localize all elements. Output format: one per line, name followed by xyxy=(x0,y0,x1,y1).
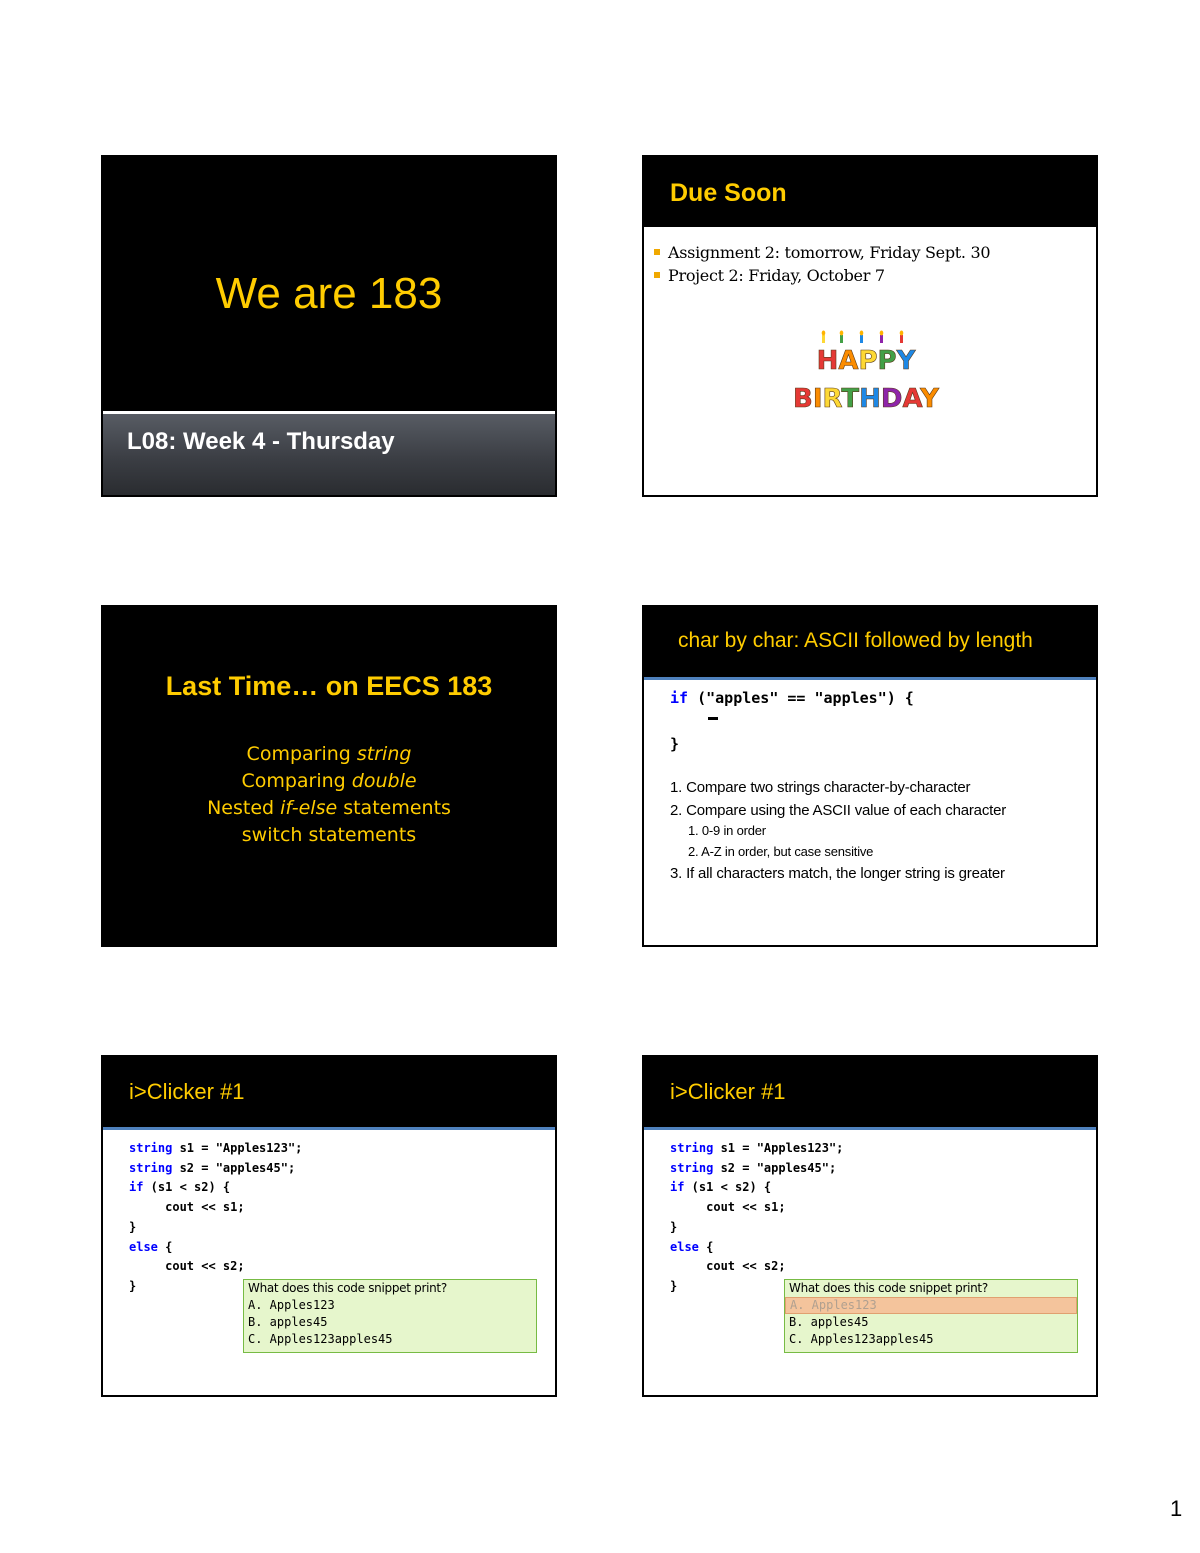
slide-clicker-answer xyxy=(642,1055,1098,1397)
code-line: } xyxy=(670,735,680,753)
divider xyxy=(644,677,1096,680)
code-block: string s1 = "Apples123"; string s2 = "apples45"; if (s1 < s2) { cout << s1; } else { cout << s2; } xyxy=(129,1141,303,1293)
answer-option: A. Apples123 xyxy=(248,1298,335,1312)
answer-option-eliminated: A. Apples123 xyxy=(785,1297,1077,1314)
list-subitem: 1. 0-9 in order xyxy=(688,823,766,838)
answer-option: B. apples45 xyxy=(248,1315,328,1329)
slide-due-soon xyxy=(642,155,1098,497)
slide-title xyxy=(101,155,557,497)
bullet-icon xyxy=(654,249,660,255)
question-box xyxy=(243,1279,537,1353)
slide-heading: Due Soon xyxy=(670,179,787,207)
slide-title-text: We are 183 xyxy=(215,269,443,318)
slide-clicker xyxy=(101,1055,557,1397)
slide-last-time xyxy=(101,605,557,947)
slide-header xyxy=(644,1057,1096,1127)
list-item: Nested if-else statements xyxy=(207,797,451,819)
list-item: Assignment 2: tomorrow, Friday Sept. 30 xyxy=(654,241,990,264)
list-item: 1. Compare two strings character-by-character xyxy=(670,779,971,796)
bullet-icon xyxy=(654,272,660,278)
slide-footer xyxy=(103,414,555,495)
page-number: 1 xyxy=(1170,1496,1183,1521)
list-item: Project 2: Friday, October 7 xyxy=(654,264,990,287)
code-line: if ("apples" == "apples") { xyxy=(670,689,914,707)
divider xyxy=(644,227,1096,230)
question-box xyxy=(784,1279,1078,1353)
answer-option: B. apples45 xyxy=(789,1315,869,1329)
question-text: What does this code snippet print? xyxy=(789,1281,988,1295)
happy-birthday-image xyxy=(793,331,939,419)
svg-text:BIRTHDAY: BIRTHDAY xyxy=(793,384,939,414)
code-block: string s1 = "Apples123"; string s2 = "apples45"; if (s1 < s2) { cout << s1; } else { cout << s2; } xyxy=(670,1141,844,1293)
topic-list xyxy=(103,741,555,849)
svg-text:HAPPY: HAPPY xyxy=(816,346,916,376)
list-item: 3. If all characters match, the longer string is greater xyxy=(670,865,1005,882)
placeholder-dash xyxy=(708,717,718,720)
list-subitem: 2. A-Z in order, but case sensitive xyxy=(688,844,874,859)
slide-heading: char by char: ASCII followed by length xyxy=(678,629,1033,652)
slide-header xyxy=(644,157,1096,227)
slide-heading: i>Clicker #1 xyxy=(129,1079,245,1104)
answer-option: C. Apples123apples45 xyxy=(248,1332,393,1346)
list-item: Comparing string xyxy=(246,743,412,765)
slide-subtitle: L08: Week 4 - Thursday xyxy=(127,428,395,455)
list-item: Comparing double xyxy=(241,770,417,792)
divider xyxy=(103,1127,555,1130)
answer-option: C. Apples123apples45 xyxy=(789,1332,934,1346)
divider xyxy=(644,1127,1096,1130)
list-item: 2. Compare using the ASCII value of each character xyxy=(670,802,1007,819)
list-item: switch statements xyxy=(241,824,417,846)
due-list xyxy=(654,241,990,287)
slide-heading: i>Clicker #1 xyxy=(670,1079,786,1104)
question-text: What does this code snippet print? xyxy=(248,1281,447,1295)
slide-header xyxy=(644,607,1096,677)
slide-header xyxy=(103,1057,555,1127)
slide-heading: Last Time… on EECS 183 xyxy=(165,671,493,701)
slide-char-by-char xyxy=(642,605,1098,947)
